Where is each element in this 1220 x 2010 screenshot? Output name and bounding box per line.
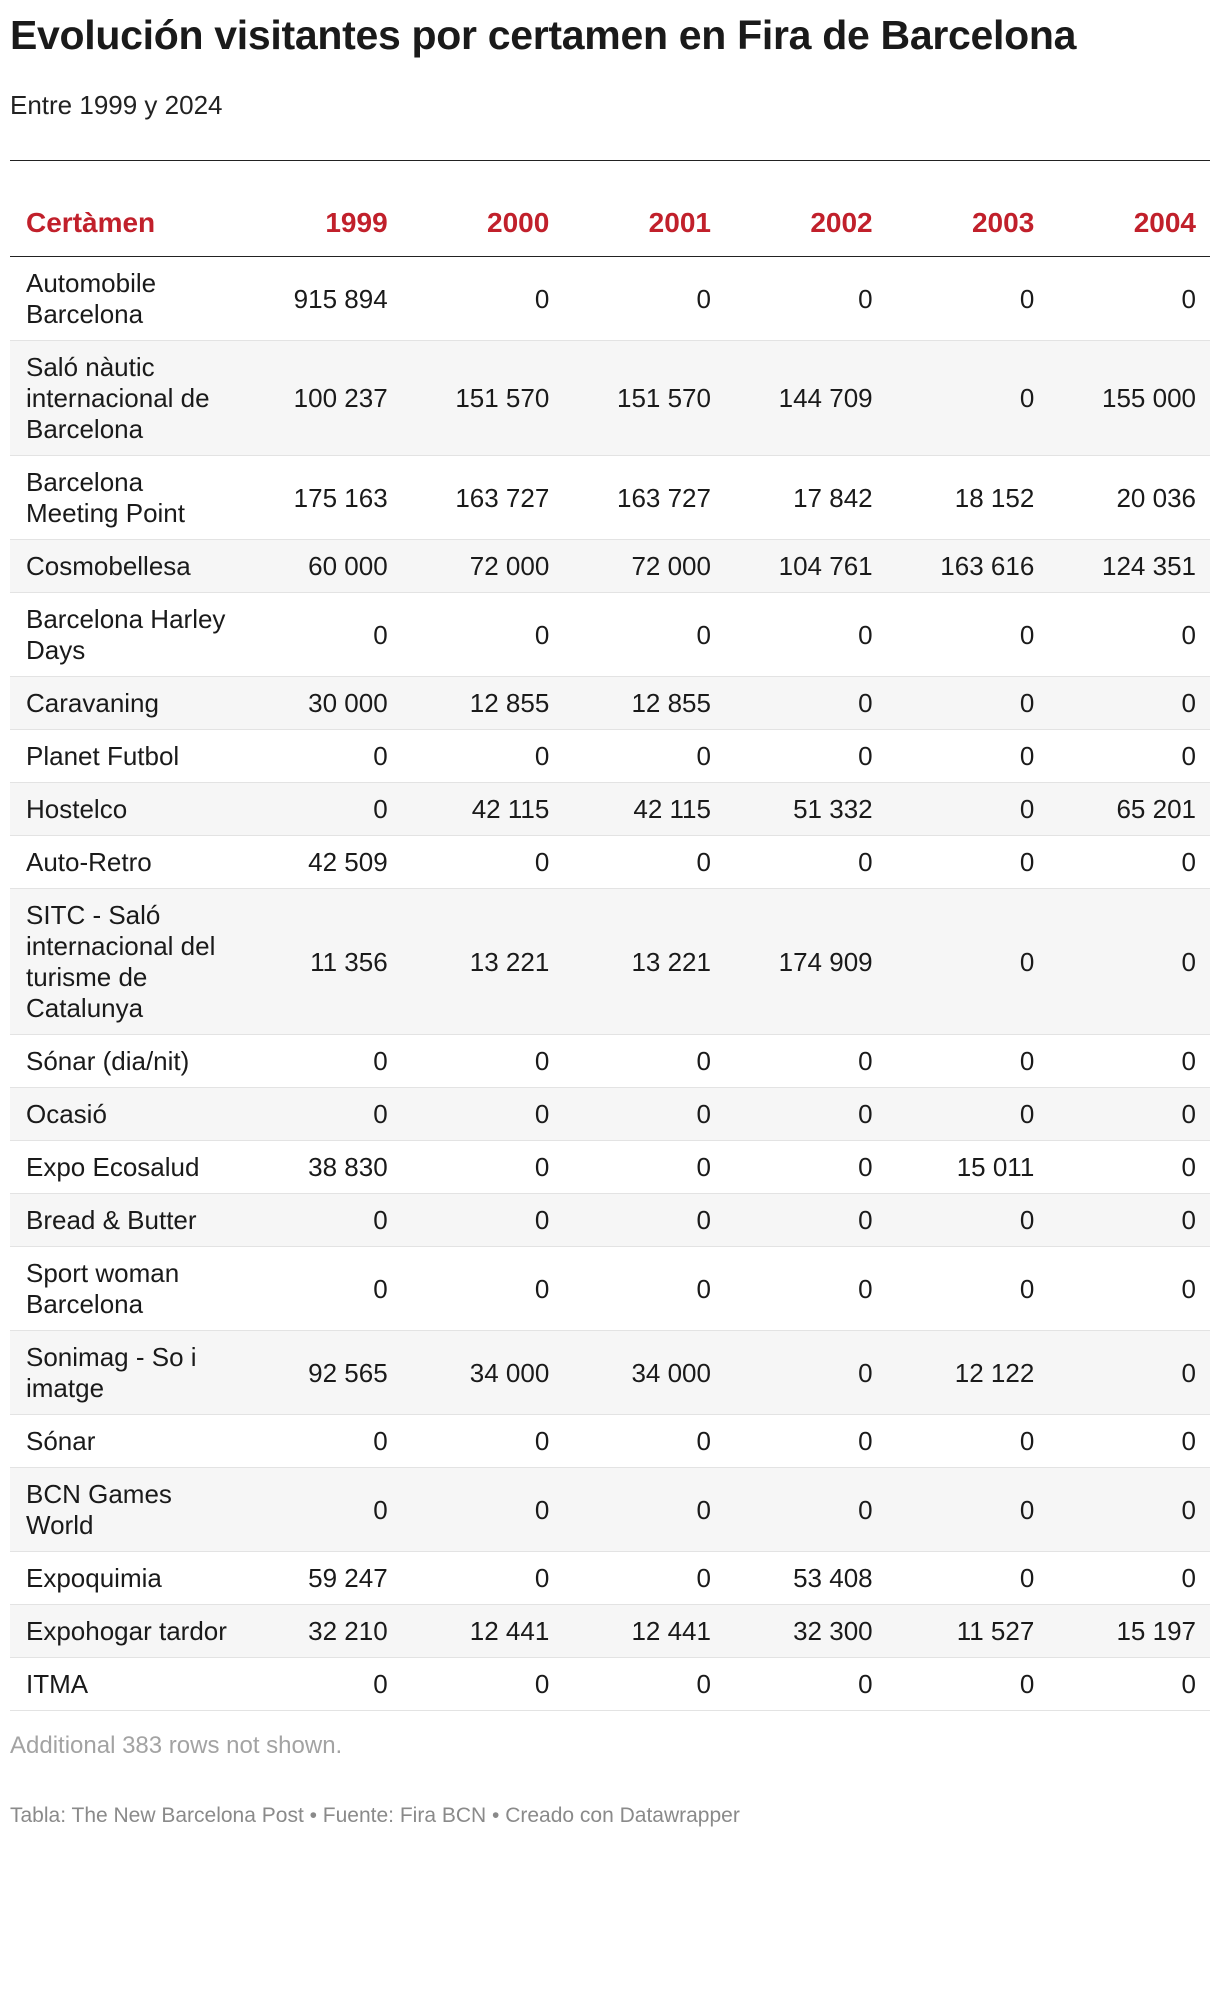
row-label: Expohogar tardor — [10, 1605, 240, 1658]
table-row — [10, 730, 1210, 783]
cell-value: 0 — [563, 1035, 725, 1088]
table-row — [10, 1468, 1210, 1552]
cell-value: 0 — [563, 1552, 725, 1605]
cell-value: 0 — [887, 257, 1049, 341]
table-row — [10, 1194, 1210, 1247]
cell-value: 0 — [402, 730, 564, 783]
table-row — [10, 836, 1210, 889]
cell-value: 0 — [887, 889, 1049, 1035]
cell-value: 0 — [1048, 1658, 1210, 1711]
table-row — [10, 1415, 1210, 1468]
cell-value: 11 356 — [240, 889, 402, 1035]
data-table — [10, 199, 1210, 1711]
cell-value: 12 855 — [563, 677, 725, 730]
row-label: Expoquimia — [10, 1552, 240, 1605]
cell-value: 15 011 — [887, 1141, 1049, 1194]
cell-value: 0 — [887, 1552, 1049, 1605]
cell-value: 0 — [887, 1194, 1049, 1247]
table-row — [10, 1088, 1210, 1141]
cell-value: 42 115 — [563, 783, 725, 836]
table-row — [10, 540, 1210, 593]
cell-value: 0 — [725, 836, 887, 889]
cell-value: 0 — [1048, 1415, 1210, 1468]
column-header-year: 2004 — [1048, 199, 1210, 257]
cell-value: 0 — [1048, 1552, 1210, 1605]
row-label: BCN Games World — [10, 1468, 240, 1552]
chart-title: Evolución visitantes por certamen en Fira de Barcelona — [10, 12, 1077, 58]
cell-value: 0 — [240, 593, 402, 677]
cell-value: 0 — [1048, 1194, 1210, 1247]
cell-value: 0 — [887, 341, 1049, 456]
row-label: Barcelona Harley Days — [10, 593, 240, 677]
cell-value: 13 221 — [563, 889, 725, 1035]
cell-value: 151 570 — [563, 341, 725, 456]
row-label: Ocasió — [10, 1088, 240, 1141]
table-row — [10, 1035, 1210, 1088]
cell-value: 12 441 — [402, 1605, 564, 1658]
row-label: Sport woman Barcelona — [10, 1247, 240, 1331]
cell-value: 0 — [1048, 1035, 1210, 1088]
cell-value: 0 — [725, 1331, 887, 1415]
cell-value: 38 830 — [240, 1141, 402, 1194]
cell-value: 60 000 — [240, 540, 402, 593]
cell-value: 0 — [725, 1035, 887, 1088]
table-row — [10, 341, 1210, 456]
cell-value: 0 — [725, 1415, 887, 1468]
cell-value: 0 — [887, 1035, 1049, 1088]
column-header-name: Certàmen — [10, 199, 240, 257]
cell-value: 163 616 — [887, 540, 1049, 593]
table-row — [10, 1605, 1210, 1658]
cell-value: 0 — [240, 1088, 402, 1141]
cell-value: 0 — [240, 1194, 402, 1247]
cell-value: 0 — [240, 1658, 402, 1711]
rows-not-shown-note: Additional 383 rows not shown. — [10, 1732, 343, 1759]
column-header-year: 1999 — [240, 199, 402, 257]
cell-value: 0 — [563, 1658, 725, 1711]
column-header-year: 2003 — [887, 199, 1049, 257]
cell-value: 51 332 — [725, 783, 887, 836]
table-header — [10, 199, 1210, 257]
cell-value: 0 — [240, 1468, 402, 1552]
cell-value: 0 — [725, 1247, 887, 1331]
row-label: Automobile Barcelona — [10, 257, 240, 341]
cell-value: 0 — [402, 257, 564, 341]
cell-value: 72 000 — [402, 540, 564, 593]
cell-value: 0 — [402, 1468, 564, 1552]
table-row — [10, 1658, 1210, 1711]
cell-value: 12 122 — [887, 1331, 1049, 1415]
cell-value: 0 — [725, 1194, 887, 1247]
cell-value: 0 — [725, 257, 887, 341]
cell-value: 65 201 — [1048, 783, 1210, 836]
cell-value: 0 — [240, 730, 402, 783]
cell-value: 0 — [402, 1194, 564, 1247]
cell-value: 0 — [887, 1468, 1049, 1552]
cell-value: 0 — [563, 1088, 725, 1141]
cell-value: 0 — [1048, 1468, 1210, 1552]
cell-value: 0 — [1048, 593, 1210, 677]
cell-value: 0 — [563, 1194, 725, 1247]
cell-value: 0 — [1048, 1088, 1210, 1141]
cell-value: 0 — [887, 836, 1049, 889]
row-label: Hostelco — [10, 783, 240, 836]
cell-value: 12 441 — [563, 1605, 725, 1658]
column-header-year: 2002 — [725, 199, 887, 257]
row-label: SITC - Saló internacional del turisme de Catalunya — [10, 889, 240, 1035]
cell-value: 72 000 — [563, 540, 725, 593]
cell-value: 0 — [887, 677, 1049, 730]
cell-value: 0 — [563, 1468, 725, 1552]
cell-value: 0 — [402, 1141, 564, 1194]
cell-value: 0 — [563, 730, 725, 783]
cell-value: 59 247 — [240, 1552, 402, 1605]
row-label: Expo Ecosalud — [10, 1141, 240, 1194]
row-label: Cosmobellesa — [10, 540, 240, 593]
cell-value: 0 — [725, 593, 887, 677]
cell-value: 0 — [563, 593, 725, 677]
cell-value: 30 000 — [240, 677, 402, 730]
cell-value: 0 — [402, 836, 564, 889]
cell-value: 0 — [240, 1415, 402, 1468]
cell-value: 42 509 — [240, 836, 402, 889]
row-label: Caravaning — [10, 677, 240, 730]
cell-value: 34 000 — [563, 1331, 725, 1415]
cell-value: 0 — [887, 593, 1049, 677]
cell-value: 15 197 — [1048, 1605, 1210, 1658]
cell-value: 124 351 — [1048, 540, 1210, 593]
cell-value: 174 909 — [725, 889, 887, 1035]
cell-value: 92 565 — [240, 1331, 402, 1415]
cell-value: 0 — [887, 783, 1049, 836]
cell-value: 0 — [887, 1088, 1049, 1141]
cell-value: 163 727 — [563, 456, 725, 540]
cell-value: 42 115 — [402, 783, 564, 836]
cell-value: 0 — [240, 1035, 402, 1088]
cell-value: 0 — [402, 1658, 564, 1711]
cell-value: 0 — [402, 1247, 564, 1331]
chart-container — [10, 10, 1210, 1829]
cell-value: 0 — [240, 1247, 402, 1331]
cell-value: 0 — [402, 1035, 564, 1088]
cell-value: 0 — [725, 1088, 887, 1141]
cell-value: 32 210 — [240, 1605, 402, 1658]
row-label: Sónar — [10, 1415, 240, 1468]
row-label: Auto-Retro — [10, 836, 240, 889]
cell-value: 0 — [1048, 257, 1210, 341]
cell-value: 915 894 — [240, 257, 402, 341]
cell-value: 0 — [725, 1141, 887, 1194]
row-label: Planet Futbol — [10, 730, 240, 783]
table-row — [10, 1247, 1210, 1331]
row-label: Barcelona Meeting Point — [10, 456, 240, 540]
cell-value: 0 — [402, 1415, 564, 1468]
cell-value: 20 036 — [1048, 456, 1210, 540]
table-body — [10, 257, 1210, 1711]
cell-value: 11 527 — [887, 1605, 1049, 1658]
cell-value: 18 152 — [887, 456, 1049, 540]
row-label: ITMA — [10, 1658, 240, 1711]
header-row — [10, 199, 1210, 257]
cell-value: 0 — [1048, 1247, 1210, 1331]
cell-value: 0 — [563, 1415, 725, 1468]
table-row — [10, 456, 1210, 540]
row-label: Sónar (dia/nit) — [10, 1035, 240, 1088]
cell-value: 0 — [563, 1247, 725, 1331]
cell-value: 13 221 — [402, 889, 564, 1035]
cell-value: 144 709 — [725, 341, 887, 456]
table-row — [10, 1552, 1210, 1605]
cell-value: 0 — [887, 1247, 1049, 1331]
cell-value: 0 — [725, 1658, 887, 1711]
cell-value: 0 — [887, 730, 1049, 783]
table-row — [10, 889, 1210, 1035]
title-divider — [10, 160, 1210, 161]
column-header-year: 2000 — [402, 199, 564, 257]
cell-value: 32 300 — [725, 1605, 887, 1658]
cell-value: 0 — [402, 1552, 564, 1605]
table-row — [10, 783, 1210, 836]
cell-value: 0 — [1048, 889, 1210, 1035]
table-row — [10, 677, 1210, 730]
cell-value: 34 000 — [402, 1331, 564, 1415]
cell-value: 0 — [563, 836, 725, 889]
cell-value: 0 — [1048, 836, 1210, 889]
cell-value: 0 — [725, 730, 887, 783]
table-row — [10, 257, 1210, 341]
table-row — [10, 1331, 1210, 1415]
cell-value: 155 000 — [1048, 341, 1210, 456]
cell-value: 104 761 — [725, 540, 887, 593]
cell-value: 0 — [887, 1658, 1049, 1711]
chart-subtitle: Entre 1999 y 2024 — [10, 90, 223, 120]
cell-value: 151 570 — [402, 341, 564, 456]
cell-value: 0 — [725, 1468, 887, 1552]
source-footer: Tabla: The New Barcelona Post • Fuente: Fira BCN • Creado con Datawrapper — [10, 1804, 740, 1827]
row-label: Bread & Butter — [10, 1194, 240, 1247]
column-header-year: 2001 — [563, 199, 725, 257]
cell-value: 0 — [1048, 677, 1210, 730]
cell-value: 100 237 — [240, 341, 402, 456]
cell-value: 0 — [1048, 730, 1210, 783]
cell-value: 163 727 — [402, 456, 564, 540]
cell-value: 0 — [563, 1141, 725, 1194]
row-label: Saló nàutic internacional de Barcelona — [10, 341, 240, 456]
cell-value: 0 — [240, 783, 402, 836]
cell-value: 175 163 — [240, 456, 402, 540]
cell-value: 0 — [1048, 1331, 1210, 1415]
table-row — [10, 1141, 1210, 1194]
cell-value: 0 — [563, 257, 725, 341]
cell-value: 12 855 — [402, 677, 564, 730]
cell-value: 0 — [402, 593, 564, 677]
row-label: Sonimag - So i imatge — [10, 1331, 240, 1415]
cell-value: 0 — [1048, 1141, 1210, 1194]
table-row — [10, 593, 1210, 677]
cell-value: 0 — [887, 1415, 1049, 1468]
cell-value: 0 — [402, 1088, 564, 1141]
cell-value: 0 — [725, 677, 887, 730]
cell-value: 17 842 — [725, 456, 887, 540]
cell-value: 53 408 — [725, 1552, 887, 1605]
